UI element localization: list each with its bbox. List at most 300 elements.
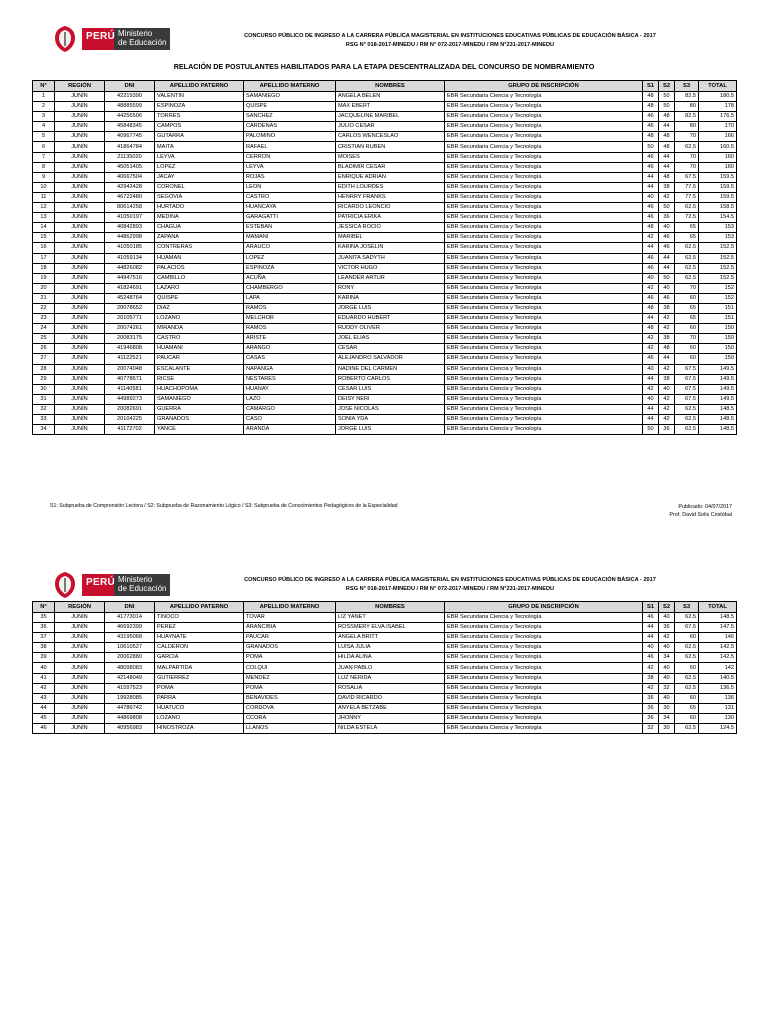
- cell-maternal: CASAS: [244, 354, 336, 364]
- cell-region: JUNÍN: [55, 192, 105, 202]
- cell-num: 24: [33, 324, 55, 334]
- cell-s1: 46: [643, 112, 659, 122]
- cell-group: EBR Secundaria Ciencia y Tecnología: [445, 122, 643, 132]
- table-row: [33, 122, 737, 132]
- cell-group: EBR Secundaria Ciencia y Tecnología: [445, 425, 643, 435]
- table-row: [33, 693, 737, 703]
- cell-paternal: POMA: [155, 683, 244, 693]
- cell-s3: 60: [675, 293, 699, 303]
- cell-num: 8: [33, 162, 55, 172]
- cell-paternal: QUISPE: [155, 293, 244, 303]
- cell-group: EBR Secundaria Ciencia y Tecnología: [445, 112, 643, 122]
- cell-num: 12: [33, 203, 55, 213]
- cell-s2: 36: [659, 623, 675, 633]
- cell-paternal: RICSE: [155, 374, 244, 384]
- cell-s2: 50: [659, 203, 675, 213]
- cell-s3: 62.5: [675, 404, 699, 414]
- table-row: [33, 683, 737, 693]
- cell-maternal: ESPINOZA: [244, 263, 336, 273]
- cell-total: 142.5: [699, 643, 737, 653]
- cell-s3: 62.5: [675, 203, 699, 213]
- cell-s2: 36: [659, 213, 675, 223]
- table-row: [33, 404, 737, 414]
- cell-paternal: GUERRA: [155, 404, 244, 414]
- applicants-table-page-1: [32, 80, 737, 435]
- cell-s3: 65: [675, 223, 699, 233]
- cell-s3: 62.5: [675, 415, 699, 425]
- cell-num: 30: [33, 384, 55, 394]
- cell-region: JUNÍN: [55, 713, 105, 723]
- cell-s3: 77.5: [675, 182, 699, 192]
- cell-s2: 42: [659, 394, 675, 404]
- cell-num: 43: [33, 693, 55, 703]
- table-row: [33, 334, 737, 344]
- cell-maternal: ARISTE: [244, 334, 336, 344]
- cell-s1: 42: [643, 233, 659, 243]
- cell-num: 6: [33, 142, 55, 152]
- cell-s3: 67.5: [675, 364, 699, 374]
- cell-total: 148.5: [699, 404, 737, 414]
- cell-names: HILDA ALINA: [336, 653, 445, 663]
- cell-total: 124.5: [699, 724, 737, 734]
- col-header-maternal: APELLIDO MATERNO: [244, 81, 336, 92]
- logo-ministry: Ministerio de Educación: [118, 575, 167, 593]
- table-row: [33, 344, 737, 354]
- table-row: [33, 663, 737, 673]
- cell-group: EBR Secundaria Ciencia y Tecnología: [445, 273, 643, 283]
- cell-num: 39: [33, 653, 55, 663]
- cell-paternal: HUATUCO: [155, 703, 244, 713]
- cell-paternal: HUAMAN: [155, 253, 244, 263]
- table-row: [33, 263, 737, 273]
- cell-total: 160.5: [699, 142, 737, 152]
- cell-dni: 40842893: [105, 223, 155, 233]
- cell-s2: 44: [659, 253, 675, 263]
- cell-dni: 21135020: [105, 152, 155, 162]
- cell-s2: 44: [659, 122, 675, 132]
- cell-s2: 40: [659, 283, 675, 293]
- cell-s3: 60: [675, 344, 699, 354]
- cell-group: EBR Secundaria Ciencia y Tecnología: [445, 374, 643, 384]
- cell-maternal: LLANOS: [244, 724, 336, 734]
- cell-s1: 40: [643, 273, 659, 283]
- cell-s2: 30: [659, 703, 675, 713]
- cell-s1: 44: [643, 243, 659, 253]
- table-row: [33, 233, 737, 243]
- cell-s3: 62.5: [675, 613, 699, 623]
- col-header-names: NOMBRES: [336, 81, 445, 92]
- table-row: [33, 303, 737, 313]
- cell-maternal: GRANADOS: [244, 643, 336, 653]
- cell-names: JORGE LUIS: [336, 425, 445, 435]
- cell-dni: 41773014: [105, 613, 155, 623]
- cell-group: EBR Secundaria Ciencia y Tecnología: [445, 384, 643, 394]
- cell-s2: 44: [659, 263, 675, 273]
- table-row: [33, 314, 737, 324]
- cell-maternal: ARAUCO: [244, 243, 336, 253]
- cell-total: 152.5: [699, 243, 737, 253]
- cell-num: 9: [33, 172, 55, 182]
- col-header-region: REGIÓN: [55, 602, 105, 613]
- cell-s3: 72.5: [675, 213, 699, 223]
- cell-s2: 44: [659, 162, 675, 172]
- header-line-2: RSG N° 018-2017-MINEDU / RM N° 072-2017-MINEDU / RM N°231-2017-MINEDU: [345, 586, 555, 592]
- col-header-names: NOMBRES: [336, 602, 445, 613]
- cell-group: EBR Secundaria Ciencia y Tecnología: [445, 142, 643, 152]
- cell-group: EBR Secundaria Ciencia y Tecnología: [445, 172, 643, 182]
- applicants-table-page-2: [32, 601, 737, 734]
- cell-total: 136.5: [699, 683, 737, 693]
- cell-group: EBR Secundaria Ciencia y Tecnología: [445, 132, 643, 142]
- table-row: [33, 192, 737, 202]
- cell-s1: 40: [643, 643, 659, 653]
- cell-names: ENRIQUE ADRIAN: [336, 172, 445, 182]
- cell-num: 42: [33, 683, 55, 693]
- cell-total: 150: [699, 354, 737, 364]
- cell-region: JUNÍN: [55, 404, 105, 414]
- cell-names: BLADIMIR CESAR: [336, 162, 445, 172]
- cell-s2: 50: [659, 102, 675, 112]
- cell-names: CESAR LUIS: [336, 384, 445, 394]
- cell-total: 149.5: [699, 394, 737, 404]
- cell-region: JUNÍN: [55, 663, 105, 673]
- table-row: [33, 152, 737, 162]
- cell-region: JUNÍN: [55, 394, 105, 404]
- cell-maternal: PAUCAR: [244, 633, 336, 643]
- cell-s2: 48: [659, 132, 675, 142]
- contest-header: [180, 576, 720, 594]
- cell-dni: 48098083: [105, 663, 155, 673]
- cell-names: RUDDY OLIVER: [336, 324, 445, 334]
- cell-group: EBR Secundaria Ciencia y Tecnología: [445, 415, 643, 425]
- cell-s1: 46: [643, 203, 659, 213]
- cell-s1: 40: [643, 364, 659, 374]
- cell-names: NILDA ESTELA: [336, 724, 445, 734]
- cell-names: LUISA JULIA: [336, 643, 445, 653]
- cell-s1: 46: [643, 213, 659, 223]
- cell-total: 148.5: [699, 415, 737, 425]
- cell-group: EBR Secundaria Ciencia y Tecnología: [445, 623, 643, 633]
- table-row: [33, 324, 737, 334]
- cell-s2: 42: [659, 314, 675, 324]
- cell-paternal: HUAMANI: [155, 344, 244, 354]
- cell-paternal: CAMPOS: [155, 122, 244, 132]
- cell-maternal: SANCHEZ: [244, 112, 336, 122]
- cell-paternal: PEREZ: [155, 623, 244, 633]
- cell-region: JUNÍN: [55, 92, 105, 102]
- cell-num: 2: [33, 102, 55, 112]
- cell-maternal: CARDENAS: [244, 122, 336, 132]
- cell-total: 159.5: [699, 172, 737, 182]
- cell-s3: 62.5: [675, 263, 699, 273]
- cell-total: 166: [699, 132, 737, 142]
- cell-s2: 46: [659, 293, 675, 303]
- cell-dni: 41864784: [105, 142, 155, 152]
- cell-num: 38: [33, 643, 55, 653]
- cell-maternal: LEYVA: [244, 162, 336, 172]
- cell-dni: 80614258: [105, 203, 155, 213]
- cell-maternal: MELCHOR: [244, 314, 336, 324]
- cell-s3: 60: [675, 324, 699, 334]
- cell-num: 36: [33, 623, 55, 633]
- cell-group: EBR Secundaria Ciencia y Tecnología: [445, 213, 643, 223]
- cell-region: JUNÍN: [55, 182, 105, 192]
- table-row: [33, 253, 737, 263]
- cell-region: JUNÍN: [55, 613, 105, 623]
- table-header-row: [33, 81, 737, 92]
- cell-s2: 40: [659, 663, 675, 673]
- cell-s1: 42: [643, 663, 659, 673]
- cell-num: 17: [33, 253, 55, 263]
- cell-names: CRISTIAN RUBEN: [336, 142, 445, 152]
- cell-names: ROBERTO CARLOS: [336, 374, 445, 384]
- cell-paternal: GUTIERREZ: [155, 673, 244, 683]
- cell-group: EBR Secundaria Ciencia y Tecnología: [445, 364, 643, 374]
- cell-s2: 44: [659, 152, 675, 162]
- cell-names: ROSSMERY ELVA ISABEL: [336, 623, 445, 633]
- cell-total: 160: [699, 152, 737, 162]
- cell-dni: 48885599: [105, 102, 155, 112]
- cell-s3: 70: [675, 283, 699, 293]
- cell-num: 22: [33, 303, 55, 313]
- table-header-row: [33, 602, 737, 613]
- cell-s3: 62.5: [675, 425, 699, 435]
- cell-s3: 82.5: [675, 92, 699, 102]
- cell-names: JUAN PABLO: [336, 663, 445, 673]
- cell-group: EBR Secundaria Ciencia y Tecnología: [445, 293, 643, 303]
- cell-s3: 65: [675, 233, 699, 243]
- cell-paternal: HUAYNATE: [155, 633, 244, 643]
- col-header-s1: S1: [643, 81, 659, 92]
- cell-s3: 62.5: [675, 653, 699, 663]
- cell-region: JUNÍN: [55, 693, 105, 703]
- cell-group: EBR Secundaria Ciencia y Tecnología: [445, 703, 643, 713]
- cell-num: 1: [33, 92, 55, 102]
- cell-s1: 44: [643, 182, 659, 192]
- cell-maternal: NAPANGA: [244, 364, 336, 374]
- cell-dni: 20082691: [105, 404, 155, 414]
- cell-s3: 65: [675, 703, 699, 713]
- cell-s1: 36: [643, 693, 659, 703]
- cell-maternal: MENDEZ: [244, 673, 336, 683]
- col-header-maternal: APELLIDO MATERNO: [244, 602, 336, 613]
- cell-group: EBR Secundaria Ciencia y Tecnología: [445, 683, 643, 693]
- cell-dni: 20104225: [105, 415, 155, 425]
- cell-dni: 45848345: [105, 122, 155, 132]
- cell-dni: 44989273: [105, 394, 155, 404]
- table-row: [33, 142, 737, 152]
- cell-s2: 46: [659, 243, 675, 253]
- cell-s2: 48: [659, 142, 675, 152]
- score-legend: S1: Subprueba de Comprensión Lectora / S2: Subprueba de Razonamiento Lógico / S3: Subprueba de Conocimientos Pedagógicos de la Especialidad: [50, 503, 398, 509]
- cell-s1: 46: [643, 354, 659, 364]
- col-header-dni: DNI: [105, 602, 155, 613]
- cell-total: 149.5: [699, 364, 737, 374]
- cell-dni: 46692399: [105, 623, 155, 633]
- cell-s1: 36: [643, 703, 659, 713]
- cell-s1: 42: [643, 384, 659, 394]
- header-line-1: CONCURSO PÚBLICO DE INGRESO A LA CARRERA PÚBLICA MAGISTERIAL EN INSTITUCIONES EDUCATIVAS PÚBLICAS DE EDUCACIÓN BÁSICA - 2017: [244, 577, 656, 583]
- cell-group: EBR Secundaria Ciencia y Tecnología: [445, 633, 643, 643]
- cell-paternal: MAITA: [155, 142, 244, 152]
- cell-dni: 40956983: [105, 724, 155, 734]
- col-header-s1: S1: [643, 602, 659, 613]
- cell-s1: 50: [643, 425, 659, 435]
- table-row: [33, 102, 737, 112]
- cell-dni: 20074048: [105, 364, 155, 374]
- cell-num: 29: [33, 374, 55, 384]
- cell-names: ALEJANDRO SALVADOR: [336, 354, 445, 364]
- col-header-total: TOTAL: [699, 602, 737, 613]
- cell-s2: 48: [659, 172, 675, 182]
- cell-group: EBR Secundaria Ciencia y Tecnología: [445, 404, 643, 414]
- cell-num: 41: [33, 673, 55, 683]
- cell-s3: 67.5: [675, 623, 699, 633]
- cell-region: JUNÍN: [55, 132, 105, 142]
- cell-total: 152.5: [699, 273, 737, 283]
- cell-region: JUNÍN: [55, 703, 105, 713]
- cell-names: DAVID RICARDO: [336, 693, 445, 703]
- cell-dni: 41059134: [105, 253, 155, 263]
- coat-of-arms-icon: [50, 24, 80, 54]
- col-header-paternal: APELLIDO PATERNO: [155, 81, 244, 92]
- cell-s2: 36: [659, 425, 675, 435]
- cell-region: JUNÍN: [55, 683, 105, 693]
- cell-group: EBR Secundaria Ciencia y Tecnología: [445, 223, 643, 233]
- cell-names: MOISES: [336, 152, 445, 162]
- cell-region: JUNÍN: [55, 162, 105, 172]
- cell-group: EBR Secundaria Ciencia y Tecnología: [445, 643, 643, 653]
- cell-region: JUNÍN: [55, 724, 105, 734]
- cell-region: JUNÍN: [55, 425, 105, 435]
- cell-region: JUNÍN: [55, 253, 105, 263]
- table-row: [33, 703, 737, 713]
- cell-maternal: LAPA: [244, 293, 336, 303]
- cell-names: ANGELA BELEN: [336, 92, 445, 102]
- cell-maternal: CHAMBERGO: [244, 283, 336, 293]
- col-header-s3: S3: [675, 81, 699, 92]
- cell-paternal: HUACHOPOMA: [155, 384, 244, 394]
- table-body-page-1: [33, 92, 737, 435]
- cell-paternal: PAUCAR: [155, 354, 244, 364]
- cell-paternal: GRANADOS: [155, 415, 244, 425]
- cell-total: 148.5: [699, 613, 737, 623]
- cell-s2: 40: [659, 673, 675, 683]
- cell-dni: 44786742: [105, 703, 155, 713]
- cell-s3: 65: [675, 303, 699, 313]
- cell-s1: 42: [643, 344, 659, 354]
- cell-s3: 62.5: [675, 643, 699, 653]
- cell-total: 149.5: [699, 384, 737, 394]
- cell-num: 13: [33, 213, 55, 223]
- cell-s2: 40: [659, 643, 675, 653]
- cell-region: JUNÍN: [55, 334, 105, 344]
- cell-group: EBR Secundaria Ciencia y Tecnología: [445, 693, 643, 703]
- cell-total: 142.5: [699, 653, 737, 663]
- cell-dni: 44947516: [105, 273, 155, 283]
- cell-s1: 48: [643, 324, 659, 334]
- cell-maternal: RAFAEL: [244, 142, 336, 152]
- cell-maternal: ARANCIBIA: [244, 623, 336, 633]
- col-header-total: TOTAL: [699, 81, 737, 92]
- cell-region: JUNÍN: [55, 633, 105, 643]
- cell-s1: 48: [643, 92, 659, 102]
- table-row: [33, 425, 737, 435]
- cell-names: JORGE LUIS: [336, 303, 445, 313]
- cell-num: 26: [33, 344, 55, 354]
- cell-names: KARINA: [336, 293, 445, 303]
- cell-group: EBR Secundaria Ciencia y Tecnología: [445, 162, 643, 172]
- cell-region: JUNÍN: [55, 374, 105, 384]
- cell-dni: 40667504: [105, 172, 155, 182]
- cell-s3: 62.5: [675, 273, 699, 283]
- cell-total: 150: [699, 324, 737, 334]
- cell-paternal: SAMANIEGO: [155, 394, 244, 404]
- cell-num: 37: [33, 633, 55, 643]
- cell-s2: 34: [659, 713, 675, 723]
- cell-total: 152: [699, 283, 737, 293]
- cell-group: EBR Secundaria Ciencia y Tecnología: [445, 253, 643, 263]
- cell-s3: 67.5: [675, 172, 699, 182]
- cell-s1: 38: [643, 673, 659, 683]
- cell-total: 152.5: [699, 263, 737, 273]
- cell-region: JUNÍN: [55, 673, 105, 683]
- cell-num: 32: [33, 404, 55, 414]
- table-row: [33, 713, 737, 723]
- col-header-region: REGIÓN: [55, 81, 105, 92]
- col-header-group: GRUPO DE INSCRIPCIÓN: [445, 602, 643, 613]
- cell-paternal: PARRA: [155, 693, 244, 703]
- cell-s2: 40: [659, 693, 675, 703]
- cell-total: 180.5: [699, 92, 737, 102]
- table-row: [33, 643, 737, 653]
- cell-paternal: ZAPANA: [155, 233, 244, 243]
- cell-num: 18: [33, 263, 55, 273]
- cell-total: 152.5: [699, 253, 737, 263]
- cell-region: JUNÍN: [55, 283, 105, 293]
- cell-s2: 30: [659, 724, 675, 734]
- cell-names: RICARDO LEONCIO: [336, 203, 445, 213]
- cell-s3: 60: [675, 713, 699, 723]
- cell-maternal: ACUÑA: [244, 273, 336, 283]
- cell-dni: 41597523: [105, 683, 155, 693]
- cell-dni: 42219390: [105, 92, 155, 102]
- cell-num: 4: [33, 122, 55, 132]
- cell-maternal: MAMANI: [244, 233, 336, 243]
- cell-region: JUNÍN: [55, 102, 105, 112]
- cell-names: ROSALIA: [336, 683, 445, 693]
- cell-names: JOSE NICOLAS: [336, 404, 445, 414]
- coat-of-arms-icon: [50, 570, 80, 600]
- cell-s1: 48: [643, 303, 659, 313]
- cell-s2: 40: [659, 223, 675, 233]
- cell-s3: 70: [675, 162, 699, 172]
- cell-maternal: HUANCAYA: [244, 203, 336, 213]
- table-row: [33, 354, 737, 364]
- cell-region: JUNÍN: [55, 172, 105, 182]
- cell-total: 158.5: [699, 203, 737, 213]
- cell-total: 152: [699, 293, 737, 303]
- cell-dni: 40778671: [105, 374, 155, 384]
- cell-num: 14: [33, 223, 55, 233]
- cell-num: 46: [33, 724, 55, 734]
- cell-s3: 70: [675, 334, 699, 344]
- cell-num: 11: [33, 192, 55, 202]
- cell-total: 131: [699, 703, 737, 713]
- cell-s1: 48: [643, 223, 659, 233]
- cell-s1: 44: [643, 314, 659, 324]
- cell-paternal: HINOSTROZA: [155, 724, 244, 734]
